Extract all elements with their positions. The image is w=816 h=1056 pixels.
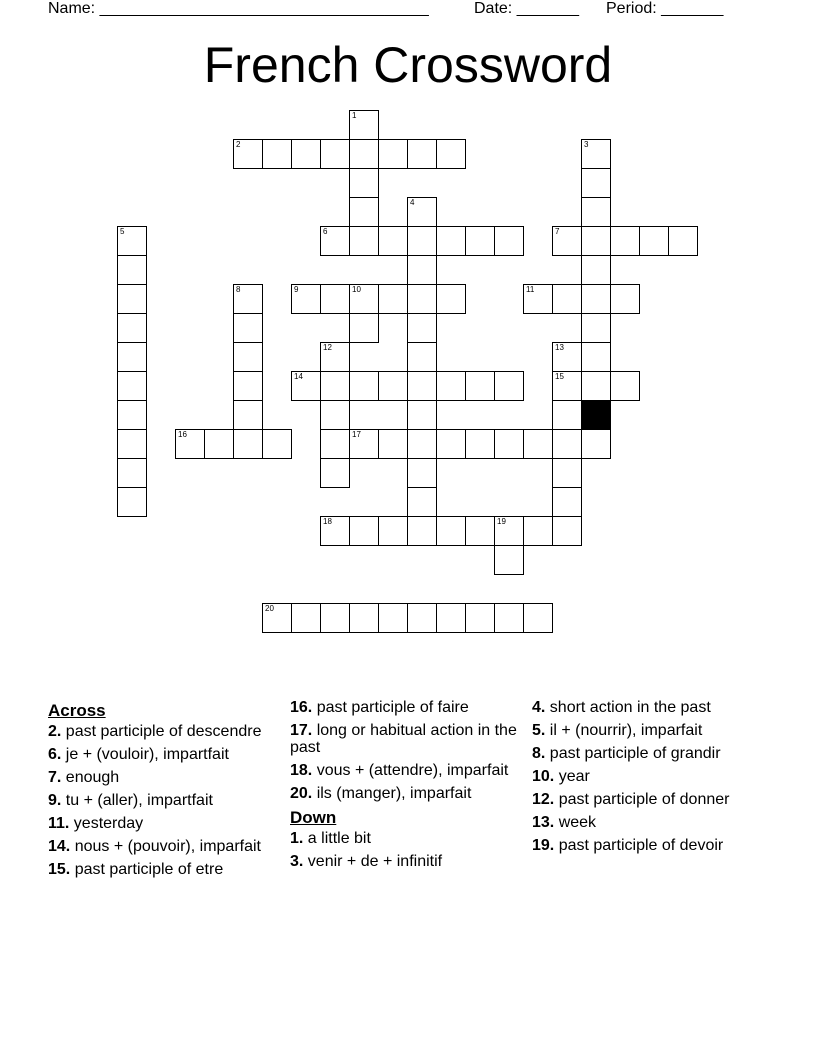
grid-cell[interactable] bbox=[233, 284, 263, 314]
grid-cell[interactable] bbox=[494, 429, 524, 459]
grid-cell[interactable] bbox=[378, 371, 408, 401]
clue-number: 15 bbox=[555, 372, 564, 381]
grid-cell[interactable] bbox=[349, 197, 379, 227]
grid-cell[interactable] bbox=[436, 284, 466, 314]
clue-item bbox=[48, 769, 283, 786]
grid-cell[interactable] bbox=[117, 371, 147, 401]
grid-cell[interactable] bbox=[407, 487, 437, 517]
clues-column-3 bbox=[532, 699, 772, 860]
clue-item-number: 5. bbox=[532, 722, 546, 739]
grid-cell[interactable] bbox=[552, 516, 582, 546]
clue-item-number: 9. bbox=[48, 792, 62, 809]
clues-column-1 bbox=[48, 699, 283, 884]
grid-cell[interactable] bbox=[175, 429, 205, 459]
grid-cell[interactable] bbox=[407, 516, 437, 546]
grid-cell[interactable] bbox=[523, 284, 553, 314]
clue-item-number: 13. bbox=[532, 814, 555, 831]
grid-cell[interactable] bbox=[349, 226, 379, 256]
clue-number: 3 bbox=[584, 140, 589, 149]
across-heading: Across bbox=[48, 701, 106, 720]
grid-cell[interactable] bbox=[233, 342, 263, 372]
grid-cell[interactable] bbox=[436, 371, 466, 401]
clue-number: 11 bbox=[526, 285, 535, 294]
grid-cell[interactable] bbox=[465, 516, 495, 546]
grid-cell[interactable] bbox=[117, 400, 147, 430]
grid-cell[interactable] bbox=[407, 603, 437, 633]
grid-cell[interactable] bbox=[610, 371, 640, 401]
clue-number: 17 bbox=[352, 430, 361, 439]
grid-cell[interactable] bbox=[117, 487, 147, 517]
grid-cell[interactable] bbox=[465, 226, 495, 256]
grid-cell[interactable] bbox=[407, 342, 437, 372]
grid-cell[interactable] bbox=[204, 429, 234, 459]
grid-cell[interactable] bbox=[610, 226, 640, 256]
clue-item bbox=[48, 746, 283, 763]
grid-cell[interactable] bbox=[320, 400, 350, 430]
clue-item-text: a little bit bbox=[303, 830, 371, 847]
grid-cell[interactable] bbox=[581, 313, 611, 343]
grid-cell[interactable] bbox=[349, 139, 379, 169]
grid-cell[interactable] bbox=[233, 139, 263, 169]
grid-cell[interactable] bbox=[581, 284, 611, 314]
clue-number: 18 bbox=[323, 517, 332, 526]
grid-cell[interactable] bbox=[378, 516, 408, 546]
clue-item-text: tu + (aller), impartfait bbox=[61, 792, 213, 809]
grid-cell[interactable] bbox=[552, 226, 582, 256]
clue-item-number: 14. bbox=[48, 838, 71, 855]
grid-cell[interactable] bbox=[552, 342, 582, 372]
clue-number: 12 bbox=[323, 343, 332, 352]
clue-item-number: 3. bbox=[290, 853, 304, 870]
grid-cell[interactable] bbox=[320, 139, 350, 169]
grid-cell[interactable] bbox=[378, 226, 408, 256]
grid-cell[interactable] bbox=[581, 168, 611, 198]
grid-cell[interactable] bbox=[291, 371, 321, 401]
grid-cell[interactable] bbox=[668, 226, 698, 256]
clue-item-text: past participle of descendre bbox=[61, 723, 262, 740]
grid-cell[interactable] bbox=[349, 429, 379, 459]
grid-cell[interactable] bbox=[233, 400, 263, 430]
clue-item bbox=[48, 723, 283, 740]
clue-item bbox=[532, 814, 772, 831]
clue-item-number: 20. bbox=[290, 785, 313, 802]
clue-item-number: 17. bbox=[290, 722, 313, 739]
grid-cell[interactable] bbox=[581, 255, 611, 285]
clue-item-number: 15. bbox=[48, 861, 71, 878]
clue-item bbox=[532, 745, 772, 762]
clue-item-text: ils (manger), imparfait bbox=[312, 785, 472, 802]
grid-cell[interactable] bbox=[552, 400, 582, 430]
clue-item-number: 12. bbox=[532, 791, 555, 808]
clue-item-number: 2. bbox=[48, 723, 62, 740]
grid-cell[interactable] bbox=[320, 226, 350, 256]
grid-cell[interactable] bbox=[494, 545, 524, 575]
clue-item-number: 11. bbox=[48, 815, 70, 832]
grid-cell[interactable] bbox=[552, 458, 582, 488]
grid-cell[interactable] bbox=[407, 400, 437, 430]
grid-cell[interactable] bbox=[639, 226, 669, 256]
grid-cell[interactable] bbox=[581, 371, 611, 401]
grid-cell[interactable] bbox=[407, 429, 437, 459]
clue-item bbox=[532, 699, 772, 716]
clue-item bbox=[48, 815, 283, 832]
clue-item-text: venir + de + infinitif bbox=[303, 853, 443, 870]
clue-item-number: 18. bbox=[290, 762, 313, 779]
clue-item bbox=[532, 722, 772, 739]
clue-number: 4 bbox=[410, 198, 415, 207]
grid-cell[interactable] bbox=[436, 226, 466, 256]
clue-number: 13 bbox=[555, 343, 564, 352]
grid-cell[interactable] bbox=[407, 226, 437, 256]
grid-cell[interactable] bbox=[407, 284, 437, 314]
grid-cell[interactable] bbox=[436, 603, 466, 633]
grid-cell[interactable] bbox=[117, 429, 147, 459]
clue-item-text: past participle of devoir bbox=[554, 837, 724, 854]
grid-cell[interactable] bbox=[436, 429, 466, 459]
grid-cell[interactable] bbox=[291, 139, 321, 169]
period-field[interactable]: Period: _______ bbox=[606, 0, 724, 17]
grid-cell[interactable] bbox=[349, 371, 379, 401]
down-heading: Down bbox=[290, 808, 337, 827]
grid-cell[interactable] bbox=[407, 371, 437, 401]
grid-cell[interactable] bbox=[465, 429, 495, 459]
grid-cell[interactable] bbox=[378, 139, 408, 169]
grid-cell[interactable] bbox=[552, 371, 582, 401]
grid-cell[interactable] bbox=[581, 139, 611, 169]
grid-cell[interactable] bbox=[407, 255, 437, 285]
clue-number: 16 bbox=[178, 430, 187, 439]
clue-item-number: 4. bbox=[532, 699, 546, 716]
clue-item-number: 16. bbox=[290, 699, 313, 716]
grid-cell[interactable] bbox=[320, 371, 350, 401]
grid-cell[interactable] bbox=[552, 429, 582, 459]
clue-item-text: week bbox=[554, 814, 597, 831]
grid-cell[interactable] bbox=[581, 342, 611, 372]
clue-number: 8 bbox=[236, 285, 241, 294]
clue-item-text: il + (nourrir), imparfait bbox=[545, 722, 703, 739]
grid-cell[interactable] bbox=[233, 313, 263, 343]
clue-item-text: past participle of etre bbox=[70, 861, 224, 878]
grid-cell[interactable] bbox=[320, 603, 350, 633]
grid-cell[interactable] bbox=[407, 458, 437, 488]
clue-item-text: je + (vouloir), impartfait bbox=[61, 746, 229, 763]
grid-cell[interactable] bbox=[494, 603, 524, 633]
grid-cell[interactable] bbox=[465, 371, 495, 401]
clue-item-text: nous + (pouvoir), imparfait bbox=[70, 838, 261, 855]
grid-cell[interactable] bbox=[378, 284, 408, 314]
clue-number: 5 bbox=[120, 227, 125, 236]
clue-item bbox=[48, 792, 283, 809]
clue-item bbox=[290, 722, 525, 756]
clue-item-number: 19. bbox=[532, 837, 555, 854]
grid-cell[interactable] bbox=[320, 342, 350, 372]
black-cell bbox=[581, 400, 611, 430]
clue-number: 10 bbox=[352, 285, 361, 294]
clue-item-text: past participle of faire bbox=[312, 699, 469, 716]
grid-cell[interactable] bbox=[262, 603, 292, 633]
clue-number: 6 bbox=[323, 227, 328, 236]
clue-item-number: 6. bbox=[48, 746, 62, 763]
clue-item-text: year bbox=[554, 768, 590, 785]
clue-item-text: yesterday bbox=[69, 815, 144, 832]
clue-item-text: vous + (attendre), imparfait bbox=[312, 762, 509, 779]
grid-cell[interactable] bbox=[581, 226, 611, 256]
grid-cell[interactable] bbox=[349, 168, 379, 198]
grid-cell[interactable] bbox=[233, 371, 263, 401]
grid-cell[interactable] bbox=[262, 139, 292, 169]
clue-item-number: 10. bbox=[532, 768, 555, 785]
grid-cell[interactable] bbox=[349, 603, 379, 633]
clue-item-text: past participle of grandir bbox=[545, 745, 721, 762]
grid-cell[interactable] bbox=[291, 284, 321, 314]
date-field[interactable]: Date: _______ bbox=[474, 0, 579, 17]
grid-cell[interactable] bbox=[436, 516, 466, 546]
grid-cell[interactable] bbox=[523, 516, 553, 546]
grid-cell[interactable] bbox=[581, 429, 611, 459]
grid-cell[interactable] bbox=[320, 429, 350, 459]
clue-item bbox=[290, 853, 525, 870]
grid-cell[interactable] bbox=[494, 226, 524, 256]
grid-cell[interactable] bbox=[320, 516, 350, 546]
clue-item-number: 8. bbox=[532, 745, 546, 762]
grid-cell[interactable] bbox=[117, 458, 147, 488]
clue-item bbox=[532, 791, 772, 808]
grid-cell[interactable] bbox=[407, 139, 437, 169]
clue-number: 14 bbox=[294, 372, 303, 381]
name-field[interactable]: Name: _____________________________________ bbox=[48, 0, 429, 17]
clue-item-text: past participle of donner bbox=[554, 791, 730, 808]
grid-cell[interactable] bbox=[262, 429, 292, 459]
grid-cell[interactable] bbox=[407, 313, 437, 343]
grid-cell[interactable] bbox=[320, 284, 350, 314]
grid-cell[interactable] bbox=[117, 313, 147, 343]
clue-item bbox=[290, 762, 525, 779]
grid-cell[interactable] bbox=[436, 139, 466, 169]
grid-cell[interactable] bbox=[117, 342, 147, 372]
grid-cell[interactable] bbox=[494, 516, 524, 546]
grid-cell[interactable] bbox=[349, 516, 379, 546]
clue-item bbox=[48, 838, 283, 855]
grid-cell[interactable] bbox=[320, 458, 350, 488]
grid-cell[interactable] bbox=[407, 197, 437, 227]
grid-cell[interactable] bbox=[552, 487, 582, 517]
clue-number: 9 bbox=[294, 285, 299, 294]
grid-cell[interactable] bbox=[378, 429, 408, 459]
grid-cell[interactable] bbox=[349, 313, 379, 343]
clue-item bbox=[532, 837, 772, 854]
grid-cell[interactable] bbox=[378, 603, 408, 633]
clue-item bbox=[290, 785, 525, 802]
grid-cell[interactable] bbox=[117, 255, 147, 285]
clue-item bbox=[48, 861, 283, 878]
grid-cell[interactable] bbox=[552, 284, 582, 314]
page-title: French Crossword bbox=[203, 37, 613, 93]
grid-cell[interactable] bbox=[349, 110, 379, 140]
clue-item-number: 1. bbox=[290, 830, 304, 847]
grid-cell[interactable] bbox=[349, 284, 379, 314]
clue-item bbox=[532, 768, 772, 785]
clue-item-number: 7. bbox=[48, 769, 62, 786]
clue-item bbox=[290, 830, 525, 847]
clue-number: 1 bbox=[352, 111, 357, 120]
clue-item bbox=[290, 699, 525, 716]
clue-item-text: enough bbox=[61, 769, 120, 786]
grid-cell[interactable] bbox=[581, 197, 611, 227]
grid-cell[interactable] bbox=[465, 603, 495, 633]
clue-item-text: long or habitual action in the past bbox=[290, 722, 517, 756]
grid-cell[interactable] bbox=[523, 603, 553, 633]
grid-cell[interactable] bbox=[523, 429, 553, 459]
clue-number: 7 bbox=[555, 227, 560, 236]
clue-number: 2 bbox=[236, 140, 241, 149]
grid-cell[interactable] bbox=[610, 284, 640, 314]
grid-cell[interactable] bbox=[233, 429, 263, 459]
grid-cell[interactable] bbox=[494, 371, 524, 401]
clue-number: 20 bbox=[265, 604, 274, 613]
clue-number: 19 bbox=[497, 517, 506, 526]
grid-cell[interactable] bbox=[291, 603, 321, 633]
grid-cell[interactable] bbox=[117, 284, 147, 314]
clues-column-2 bbox=[290, 699, 525, 876]
clue-item-text: short action in the past bbox=[545, 699, 711, 716]
grid-cell[interactable] bbox=[117, 226, 147, 256]
